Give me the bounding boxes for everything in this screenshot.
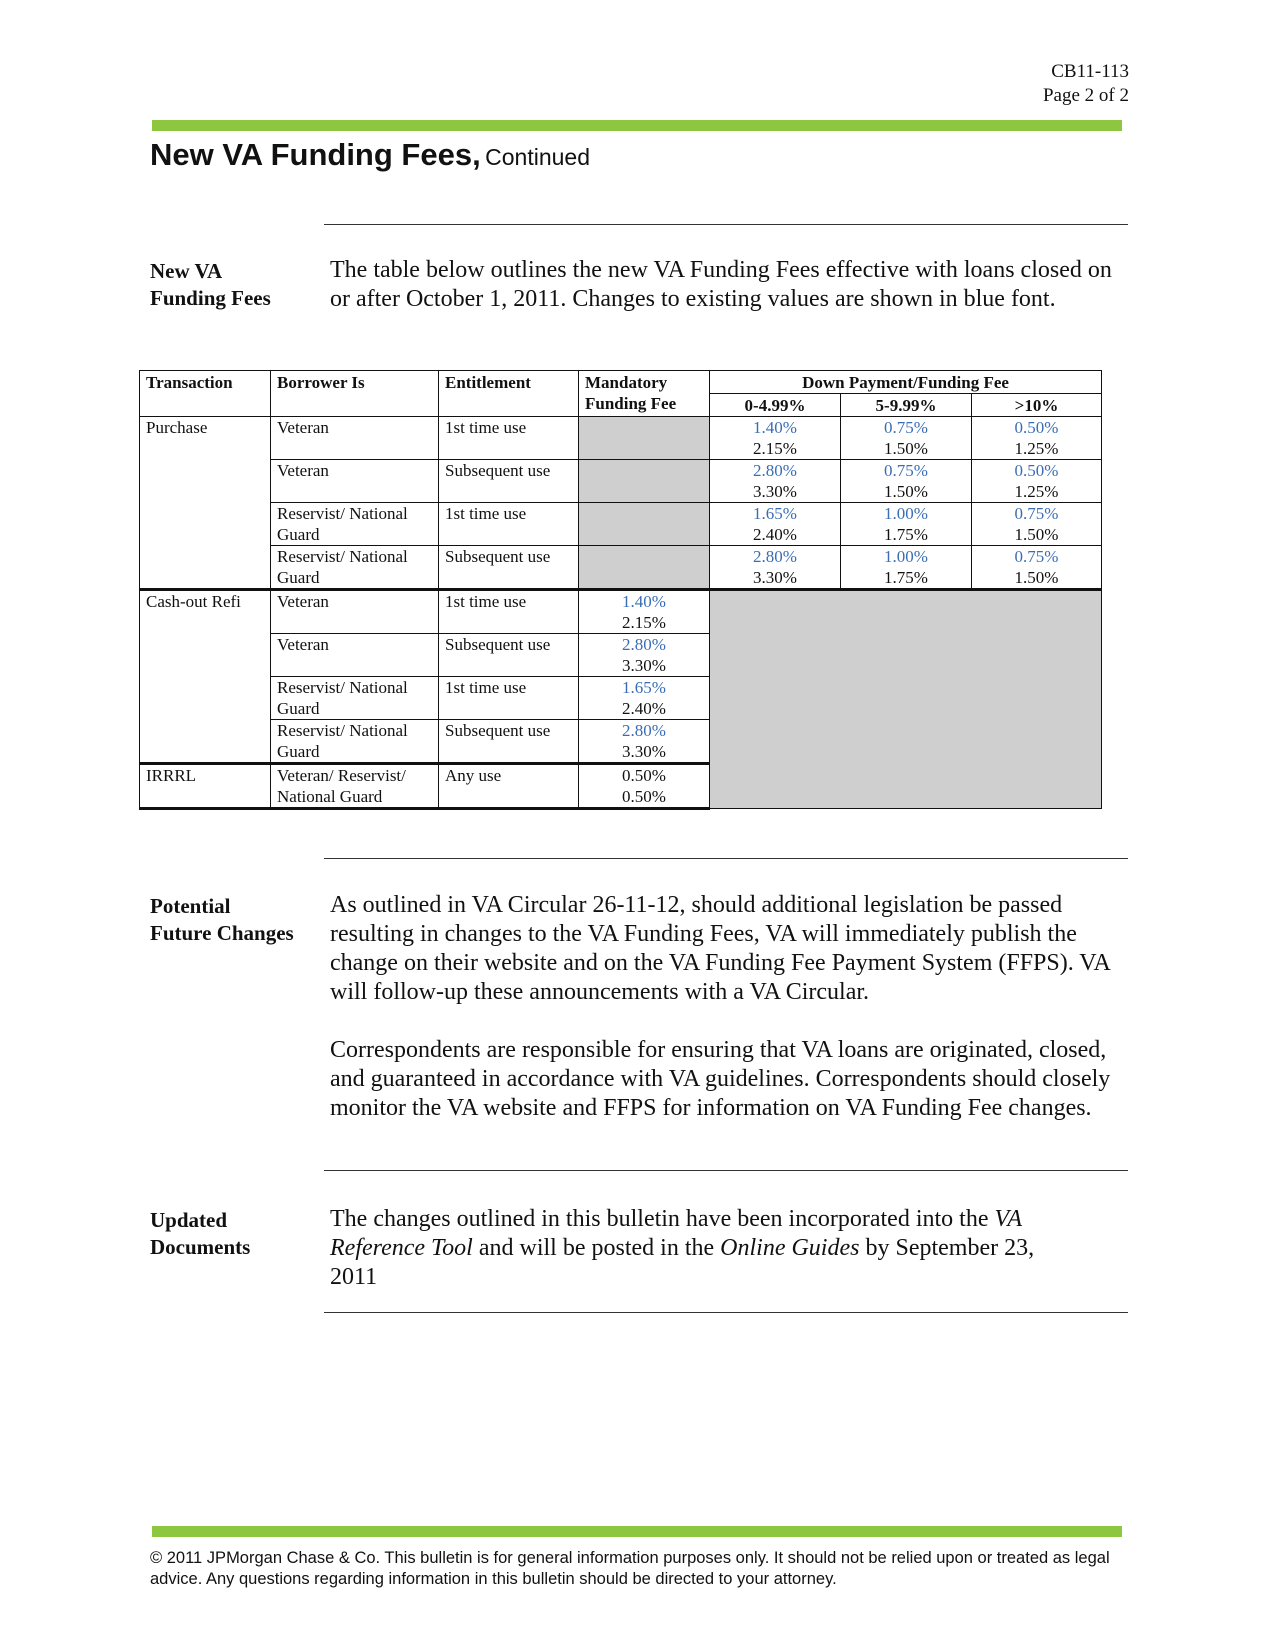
borrower-cell: Veteran (271, 634, 439, 677)
section-text-funding-fees: The table below outlines the new VA Funding Fees effective with loans closed on or after October 1, 2011. Changes to existing values are shown in blue font. (330, 257, 1112, 312)
table-row (140, 417, 1102, 460)
borrower-cell: Reservist/ National Guard (271, 546, 439, 590)
header-entitlement: Entitlement (439, 371, 579, 417)
document-id (1043, 60, 1129, 108)
link-va-reference-tool: VA Reference Tool (330, 1206, 1022, 1261)
shaded-cell (579, 503, 710, 546)
header-mandatory-fee: Mandatory Funding Fee (579, 371, 710, 417)
section-divider (324, 1312, 1128, 1313)
fee-cell: 1.00% 1.75% (841, 546, 972, 590)
borrower-cell: Reservist/ National Guard (271, 503, 439, 546)
shaded-cell (710, 590, 1102, 809)
entitlement-cell: Subsequent use (439, 546, 579, 590)
shaded-cell (579, 417, 710, 460)
header-borrower: Borrower Is (271, 371, 439, 417)
mandatory-fee-cell: 2.80% 3.30% (579, 634, 710, 677)
mandatory-fee-cell: 1.40% 2.15% (579, 590, 710, 634)
fee-cell: 1.00% 1.75% (841, 503, 972, 546)
header-col-10: >10% (972, 394, 1102, 417)
borrower-cell: Veteran/ Reservist/ National Guard (271, 764, 439, 809)
section-divider (324, 858, 1128, 859)
entitlement-cell: 1st time use (439, 590, 579, 634)
fee-cell: 0.75% 1.50% (972, 503, 1102, 546)
borrower-cell: Veteran (271, 417, 439, 460)
fee-cell: 0.50% 1.25% (972, 460, 1102, 503)
future-paragraph-2: Correspondents are responsible for ensuring that VA loans are originated, closed, and guaranteed in accordance with VA guidelines. Correspondents should closely monitor the VA website and FFPS for information on VA Funding Fee changes. (330, 1037, 1111, 1121)
entitlement-cell: Subsequent use (439, 720, 579, 764)
shaded-cell (579, 546, 710, 590)
table-row (140, 590, 1102, 634)
page-title-continued: Continued (485, 144, 591, 170)
fee-cell: 2.80% 3.30% (710, 460, 841, 503)
entitlement-cell: Any use (439, 764, 579, 809)
section-label-updated-documents: Updated Documents (150, 1208, 251, 1259)
entitlement-cell: Subsequent use (439, 460, 579, 503)
mandatory-fee-cell: 2.80% 3.30% (579, 720, 710, 764)
header-col-0-4: 0-4.99% (710, 394, 841, 417)
mandatory-fee-cell: 0.50% 0.50% (579, 764, 710, 809)
fee-cell: 1.40% 2.15% (710, 417, 841, 460)
fee-cell: 1.65% 2.40% (710, 503, 841, 546)
entitlement-cell: 1st time use (439, 677, 579, 720)
fee-cell: 0.75% 1.50% (841, 417, 972, 460)
header-transaction: Transaction (140, 371, 271, 417)
page-title (150, 137, 590, 173)
section-divider (324, 224, 1128, 225)
funding-fee-table (139, 370, 1102, 810)
entitlement-cell: 1st time use (439, 503, 579, 546)
transaction-cashout: Cash-out Refi (140, 590, 271, 764)
mandatory-fee-cell: 1.65% 2.40% (579, 677, 710, 720)
future-paragraph-1: As outlined in VA Circular 26-11-12, should additional legislation be passed resulting in changes to the VA Funding Fees, VA will immediately publish the change on their website and on the VA Funding Fee Payment System (FFPS). VA will follow-up these announcements with a VA Circular. (330, 892, 1110, 1005)
footer-green-bar (152, 1526, 1122, 1537)
table-row (140, 546, 1102, 590)
table-row (140, 503, 1102, 546)
borrower-cell: Reservist/ National Guard (271, 720, 439, 764)
transaction-irrrl: IRRRL (140, 764, 271, 809)
section-label-funding-fees: New VA Funding Fees (150, 259, 271, 310)
borrower-cell: Reservist/ National Guard (271, 677, 439, 720)
fee-cell: 0.75% 1.50% (841, 460, 972, 503)
entitlement-cell: 1st time use (439, 417, 579, 460)
section-text-future-changes (330, 891, 1120, 1123)
shaded-cell (579, 460, 710, 503)
section-text-updated-documents: The changes outlined in this bulletin have been incorporated into the VA Reference Tool and will be posted in the Online Guides by September 23, 2011 (330, 1206, 1035, 1290)
page-number: Page 2 of 2 (1042, 85, 1129, 106)
fee-cell: 2.80% 3.30% (710, 546, 841, 590)
borrower-cell: Veteran (271, 590, 439, 634)
fee-cell: 0.50% 1.25% (972, 417, 1102, 460)
link-online-guides: Online Guides (720, 1235, 860, 1261)
borrower-cell: Veteran (271, 460, 439, 503)
section-label-future-changes: Potential Future Changes (150, 894, 294, 945)
header-green-bar (152, 120, 1122, 131)
fee-cell: 0.75% 1.50% (972, 546, 1102, 590)
doc-number: CB11-113 (1051, 61, 1129, 82)
transaction-purchase: Purchase (140, 417, 271, 590)
entitlement-cell: Subsequent use (439, 634, 579, 677)
footer-disclaimer: © 2011 JPMorgan Chase & Co. This bulletin is for general information purposes only. It should not be relied upon or treated as legal advice. Any questions regarding information in this bulletin should be directed to your attorney. (150, 1549, 1110, 1588)
table-row (140, 460, 1102, 503)
header-col-5-9: 5-9.99% (841, 394, 972, 417)
section-divider (324, 1170, 1128, 1171)
page-title-main: New VA Funding Fees, (150, 137, 481, 172)
header-down-payment: Down Payment/Funding Fee (710, 371, 1102, 394)
